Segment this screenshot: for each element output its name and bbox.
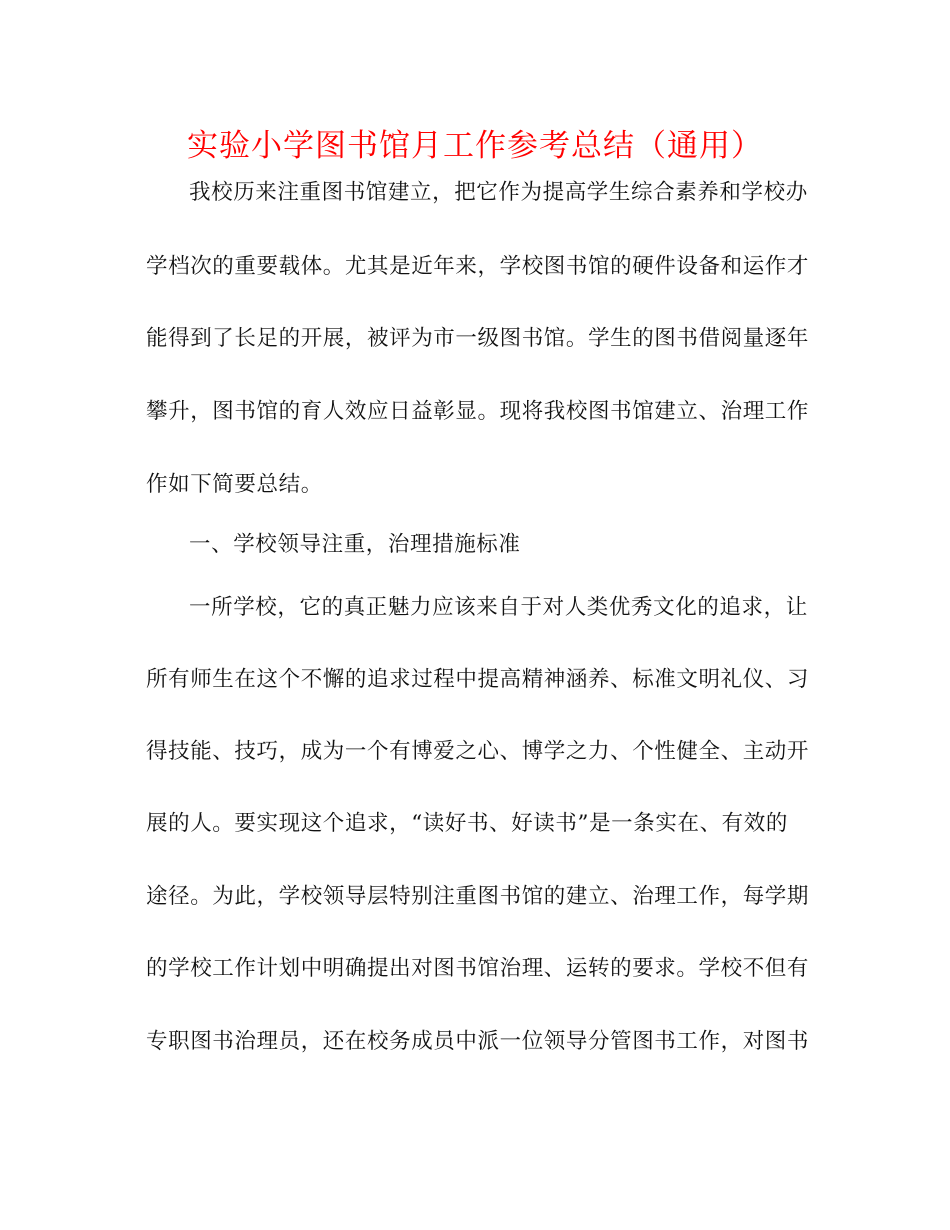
paragraph-line: 能得到了长足的开展，被评为市一级图书馆。学生的图书借阅量逐年 [146, 326, 810, 351]
paragraph-line: 所有师生在这个不懈的追求过程中提高精神涵养、标准文明礼仪、习 [146, 667, 810, 692]
paragraph-line: 学档次的重要载体。尤其是近年来，学校图书馆的硬件设备和运作才 [146, 254, 810, 279]
paragraph-line: 的学校工作计划中明确提出对图书馆治理、运转的要求。学校不但有 [146, 956, 810, 981]
paragraph-line: 得技能、技巧，成为一个有博爱之心、博学之力、个性健全、主动开 [146, 739, 810, 764]
paragraph-line: 攀升，图书馆的育人效应日益彰显。现将我校图书馆建立、治理工作 [146, 399, 810, 424]
paragraph-line: 我校历来注重图书馆建立，把它作为提高学生综合素养和学校办 [189, 180, 808, 205]
paragraph-line: 作如下简要总结。 [146, 472, 323, 497]
paragraph-line: 专职图书治理员，还在校务成员中派一位领导分管图书工作，对图书 [146, 1029, 810, 1054]
document-title: 实验小学图书馆月工作参考总结（通用） [187, 128, 763, 164]
paragraph-line: 途径。为此，学校领导层特别注重图书馆的建立、治理工作，每学期 [146, 884, 810, 909]
section-heading: 一、学校领导注重，治理措施标准 [189, 532, 521, 557]
paragraph-line: 一所学校，它的真正魅力应该来自于对人类优秀文化的追求，让 [189, 595, 808, 620]
paragraph-line: 展的人。要实现这个追求，“读好书、好读书”是一条实在、有效的 [146, 811, 788, 836]
